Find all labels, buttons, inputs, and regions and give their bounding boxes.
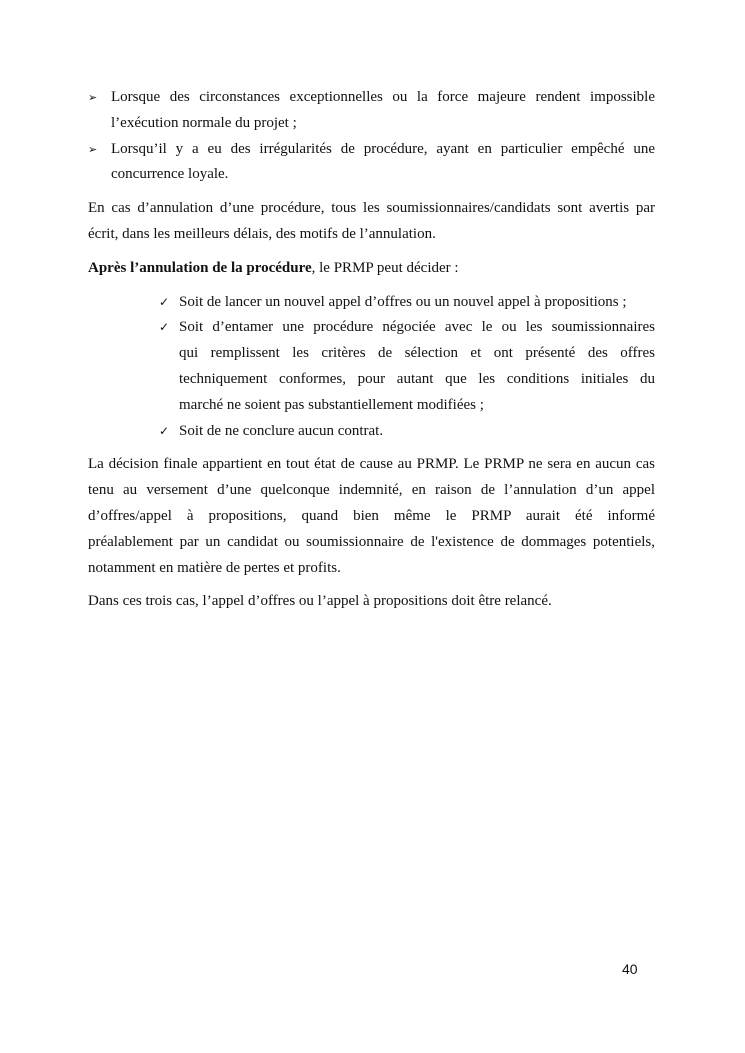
bullet-item bbox=[88, 85, 655, 137]
bold-lead: Après l’annulation de la procédure bbox=[88, 259, 312, 276]
bullet-item bbox=[88, 137, 655, 189]
bullet-list bbox=[88, 85, 655, 188]
text-line: Soit de lancer un nouvel appel d’offres ou un nouvel appel à propositions ; bbox=[179, 293, 627, 310]
checkmark-icon: ✓ bbox=[159, 294, 170, 309]
text-line: Soit de ne conclure aucun contrat. bbox=[179, 422, 384, 439]
text-line: d’offres/appel à propositions, quand bien même le PRMP aurait été informé bbox=[88, 507, 655, 524]
text-line: écrit, dans les meilleurs délais, des motifs de l’annulation. bbox=[88, 225, 436, 242]
check-item bbox=[159, 315, 655, 418]
arrow-bullet-icon: ➢ bbox=[88, 91, 98, 104]
text-line: qui remplissent les critères de sélection et ont présenté des offres bbox=[179, 345, 655, 362]
checkmark-icon: ✓ bbox=[159, 320, 170, 335]
text-line: notamment en matière de pertes et profits. bbox=[88, 559, 341, 576]
page-number: 40 bbox=[622, 961, 638, 977]
text-line: préalablement par un candidat ou soumissionnaire de l'existence de dommages potentiels, bbox=[88, 533, 655, 550]
text-line: techniquement conformes, pour autant que les conditions initiales du bbox=[179, 370, 655, 387]
arrow-bullet-icon: ➢ bbox=[88, 142, 98, 156]
text-line: Dans ces trois cas, l’appel d’offres ou l’appel à propositions doit être relancé. bbox=[88, 593, 552, 610]
text-rest: , le PRMP peut décider : bbox=[311, 259, 459, 276]
text-line: Soit d’entamer une procédure négociée avec le ou les soumissionnaires bbox=[179, 319, 655, 336]
checkmark-icon: ✓ bbox=[159, 423, 170, 438]
check-item bbox=[159, 290, 655, 316]
text-line: l’exécution normale du projet ; bbox=[111, 114, 297, 131]
text-line: Lorsqu’il y a eu des irrégularités de procédure, ayant en particulier empêché une bbox=[111, 140, 655, 157]
text-line: En cas d’annulation d’une procédure, tous les soumissionnaires/candidats sont avertis par bbox=[88, 200, 655, 217]
paragraph-relaunch bbox=[88, 589, 655, 615]
text-line: tenu au versement d’une quelconque indemnité, en raison de l’annulation d’un appel bbox=[88, 482, 655, 499]
text-line: marché ne soient pas substantiellement modifiées ; bbox=[179, 396, 484, 413]
paragraph-annulation-notice bbox=[88, 196, 655, 248]
paragraph-after-annulation bbox=[88, 256, 655, 282]
text-line: Lorsque des circonstances exceptionnelles ou la force majeure rendent impossible bbox=[111, 89, 655, 105]
check-item bbox=[159, 419, 655, 445]
paragraph-final-decision bbox=[88, 452, 655, 581]
check-list bbox=[88, 290, 655, 445]
text-line: concurrence loyale. bbox=[111, 166, 229, 183]
document-body bbox=[88, 85, 655, 615]
text-line: La décision finale appartient en tout état de cause au PRMP. Le PRMP ne sera en aucun cas bbox=[88, 456, 655, 473]
